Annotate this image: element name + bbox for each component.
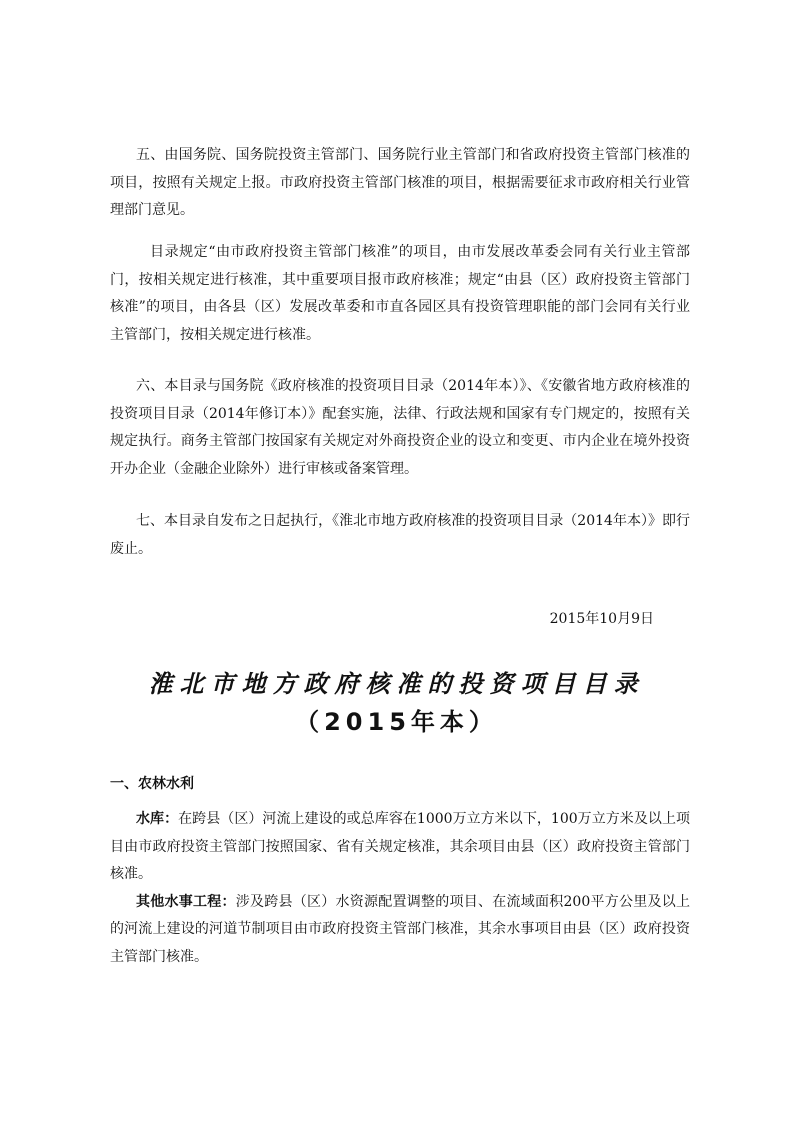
paragraph-note-text: 目录规定“由市政府投资主管部门核准”的项目，由市发展改革委会同有关行业主管部门，按相关规定进行核准，其中重要项目报市政府核准；规定“由县（区）政府投资主管部门核准”的项目，由各县（区）发展改革委和市直各园区具有投资管理职能的部门会同有关行业主管部门，按相关规定进行核准。 (110, 244, 690, 343)
item-reservoir-text: 在跨县（区）河流上建设的或总库容在1000万立方米以下，100万立方米及以上项目由市政府投资主管部门按照国家、省有关规定核准，其余项目由县（区）政府投资主管部门核准。 (110, 811, 690, 882)
issue-date: 2015年10月9日 (549, 611, 654, 627)
item-other-water-text: 涉及跨县（区）水资源配置调整的项目、在流域面积200平方公里及以上的河流上建设的河道节制项目由市政府投资主管部门核准，其余水事项目由县（区）政府投资主管部门核准。 (110, 893, 690, 965)
item-other-water (110, 889, 690, 972)
paragraph-6-text: 六、本目录与国务院《政府核准的投资项目目录（2014年本）》、《安徽省地方政府核准的投资项目目录（2014年修订本）》配套实施，法律、行政法规和国家有专门规定的，按照有关规定执行。商务主管部门按国家有关规定对外商投资企业的设立和变更、市内企业在境外投资开办企业（金融企业除外）进行审核或备案管理。 (110, 378, 690, 477)
item-reservoir-label: 水库： (136, 811, 179, 827)
section-items (110, 806, 690, 971)
catalog-title: 淮北市地方政府核准的投资项目目录 (148, 670, 645, 698)
paragraph-7-text: 七、本目录自发布之日起执行，《淮北市地方政府核准的投资项目目录（2014年本）》即行废止。 (110, 513, 690, 557)
paragraph-note (110, 239, 690, 349)
section-heading-agriculture: 一、农林水利 (110, 776, 194, 792)
paragraph-7 (110, 508, 690, 563)
item-other-water-label: 其他水事工程： (136, 893, 236, 910)
item-reservoir (110, 806, 690, 889)
paragraph-5-text: 五、由国务院、国务院投资主管部门、国务院行业主管部门和省政府投资主管部门核准的项目，按照有关规定上报。市政府投资主管部门核准的项目，根据需要征求市政府相关行业管理部门意见。 (110, 147, 690, 218)
paragraph-6 (110, 373, 690, 483)
paragraph-5 (110, 142, 690, 225)
catalog-subtitle: （2015年本） (295, 708, 498, 736)
